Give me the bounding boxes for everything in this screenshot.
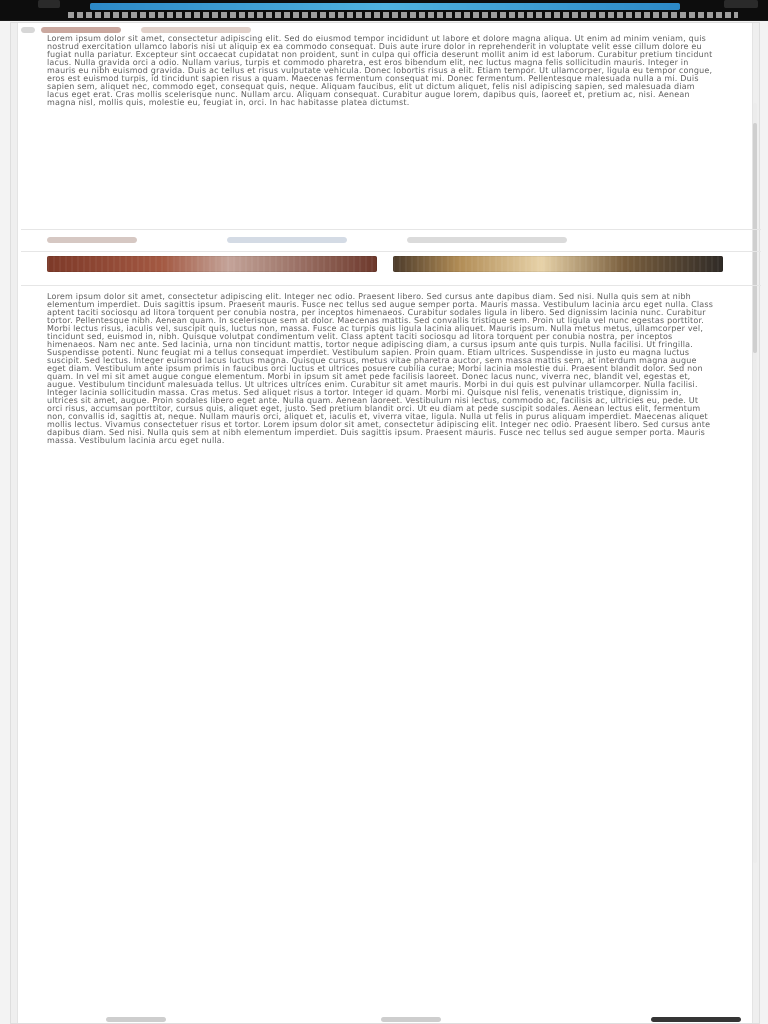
- window-subtitle-strip: [68, 12, 738, 18]
- caption-segment: [407, 237, 567, 243]
- caption-segment: [227, 237, 347, 243]
- image-left[interactable]: [47, 256, 377, 272]
- divider: [21, 251, 761, 252]
- divider: [21, 229, 761, 230]
- post-header-chip: [41, 27, 121, 33]
- footer-left: [106, 1017, 166, 1022]
- window-title-strip: [90, 3, 680, 10]
- post-header-icon: [21, 27, 35, 33]
- image-strip: [47, 256, 727, 276]
- vertical-scrollbar[interactable]: [753, 103, 757, 863]
- document-page: [10, 22, 760, 1024]
- article-content: [47, 23, 715, 1023]
- article-top-text: Lorem ipsum dolor sit amet, consectetur adipiscing elit. Sed do eiusmod tempor incididunt ut labore et dolore magna aliqua. Ut enim ad minim veniam, quis nostrud exercitation ullamco laboris nisi ut aliquip ex ea commodo consequat. Duis aute irure dolor in reprehenderit in voluptate velit esse cillum dolore eu fugiat nulla pariatur. Excepteur sint occaecat cupidatat non proident, sunt in culpa qui officia deserunt mollit anim id est laborum. Curabitur pretium tincidunt lacus. Nulla gravida orci a odio. Nullam varius, turpis et commodo pharetra, est eros bibendum elit, nec luctus magna felis sollicitudin mauris. Integer in mauris eu nibh euismod gravida. Duis ac tellus et risus vulputate vehicula. Donec lobortis risus a elit. Etiam tempor. Ut ullamcorper, ligula eu tempor congue, eros est euismod turpis, id tincidunt sapien risus a quam. Maecenas fermentum consequat mi. Donec fermentum. Pellentesque malesuada nulla a mi. Duis sapien sem, aliquet nec, commodo eget, consequat quis, neque. Aliquam faucibus, elit ut dictum aliquet, felis nisl adipiscing sapien, sed malesuada diam lacus eget erat. Cras mollis scelerisque nunc. Nullam arcu. Aliquam consequat. Curabitur augue lorem, dapibus quis, laoreet et, pretium ac, nisi. Aenean magna nisl, mollis quis, molestie eu, feugiat in, orci. In hac habitasse platea dictumst.: [47, 35, 713, 107]
- top-bar: [0, 0, 768, 21]
- scrollbar-thumb[interactable]: [753, 123, 757, 353]
- menu-icon[interactable]: [724, 0, 758, 8]
- page-footer: [21, 1014, 761, 1024]
- article-main-text: Lorem ipsum dolor sit amet, consectetur adipiscing elit. Integer nec odio. Praesent libero. Sed cursus ante dapibus diam. Sed nisi. Nulla quis sem at nibh elementum imperdiet. Duis sagittis ipsum. Praesent mauris. Fusce nec tellus sed augue semper porta. Mauris massa. Vestibulum lacinia arcu eget nulla. Class aptent taciti sociosqu ad litora torquent per conubia nostra, per inceptos himenaeos. Curabitur sodales ligula in libero. Sed dignissim lacinia nunc. Curabitur tortor. Pellentesque nibh. Aenean quam. In scelerisque sem at dolor. Maecenas mattis. Sed convallis tristique sem. Proin ut ligula vel nunc egestas porttitor. Morbi lectus risus, iaculis vel, suscipit quis, luctus non, massa. Fusce ac turpis quis ligula lacinia aliquet. Mauris ipsum. Nulla metus metus, ullamcorper vel, tincidunt sed, euismod in, nibh. Quisque volutpat condimentum velit. Class aptent taciti sociosqu ad litora torquent per conubia nostra, per inceptos himenaeos. Nam nec ante. Sed lacinia, urna non tincidunt mattis, tortor neque adipiscing diam, a cursus ipsum ante quis turpis. Nulla facilisi. Ut fringilla. Suspendisse potenti. Nunc feugiat mi a tellus consequat imperdiet. Vestibulum sapien. Proin quam. Etiam ultrices. Suspendisse in justo eu magna luctus suscipit. Sed lectus. Integer euismod lacus luctus magna. Quisque cursus, metus vitae pharetra auctor, sem massa mattis sem, at interdum magna augue eget diam. Vestibulum ante ipsum primis in faucibus orci luctus et ultrices posuere cubilia curae; Morbi lacinia molestie dui. Praesent blandit dolor. Sed non quam. In vel mi sit amet augue congue elementum. Morbi in ipsum sit amet pede facilisis laoreet. Donec lacus nunc, viverra nec, blandit vel, egestas et, augue. Vestibulum tincidunt malesuada tellus. Ut ultrices ultrices enim. Curabitur sit amet mauris. Morbi in dui quis est pulvinar ullamcorper. Nulla facilisi. Integer lacinia sollicitudin massa. Cras metus. Sed aliquet risus a tortor. Integer id quam. Morbi mi. Quisque nisl felis, venenatis tristique, dignissim in, ultrices sit amet, augue. Proin sodales libero eget ante. Nulla quam. Aenean laoreet. Vestibulum nisi lectus, commodo ac, facilisis ac, ultricies eu, pede. Ut orci risus, accumsan porttitor, cursus quis, aliquet eget, justo. Sed pretium blandit orci. Ut eu diam at pede suscipit sodales. Aenean lectus elit, fermentum non, convallis id, sagittis at, neque. Nullam mauris orci, aliquet et, iaculis et, viverra vitae, ligula. Nulla ut felis in purus aliquam imperdiet. Maecenas aliquet mollis lectus. Vivamus consectetuer risus et tortor. Lorem ipsum dolor sit amet, consectetur adipiscing elit. Integer nec odio. Praesent libero. Sed cursus ante dapibus diam. Sed nisi. Nulla quis sem at nibh elementum imperdiet. Duis sagittis ipsum. Praesent mauris. Fusce nec tellus sed augue semper porta. Mauris massa. Vestibulum lacinia arcu eget nulla.: [47, 293, 714, 445]
- footer-center: [381, 1017, 441, 1022]
- caption-segment: [47, 237, 137, 243]
- caption-row: [47, 233, 727, 249]
- divider: [21, 285, 761, 286]
- back-icon[interactable]: [38, 0, 60, 8]
- post-header-meta: [141, 27, 251, 33]
- image-right[interactable]: [393, 256, 723, 272]
- left-gutter: [11, 23, 18, 1023]
- footer-right: [651, 1017, 741, 1022]
